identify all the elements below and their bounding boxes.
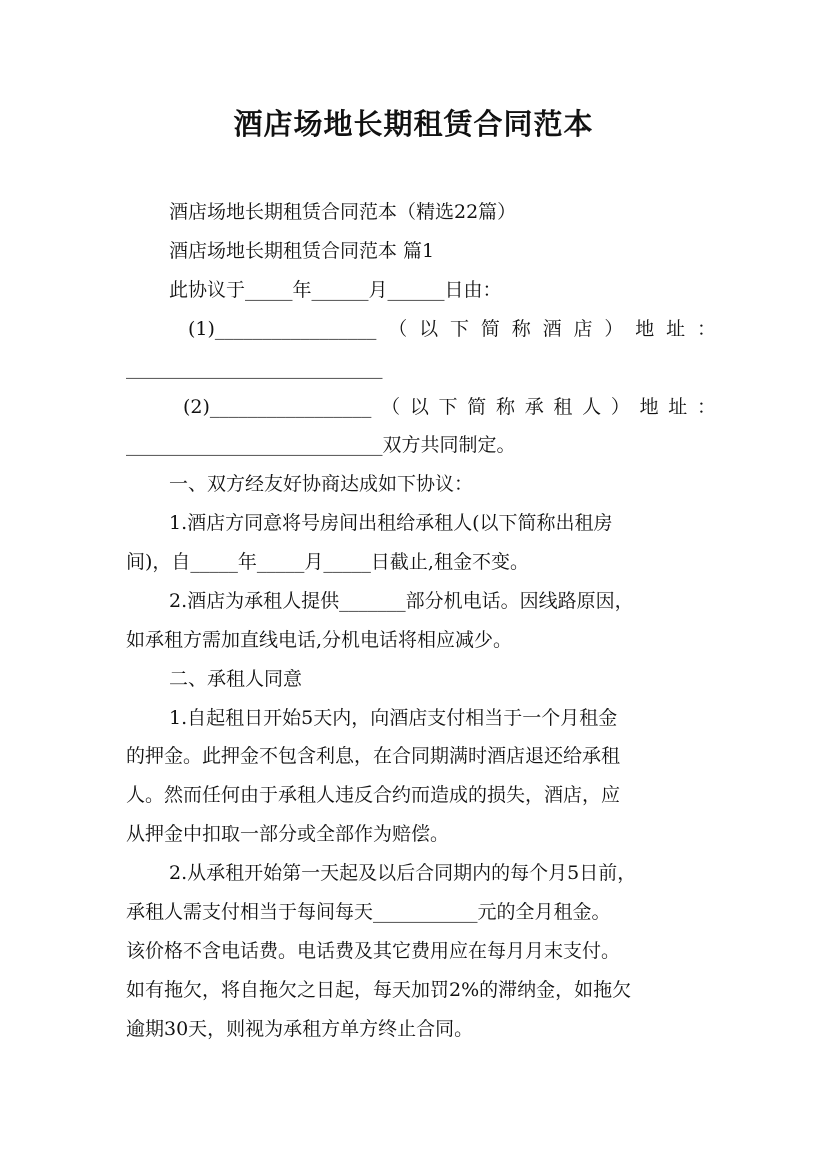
paragraph-line: 该价格不含电话费。电话费及其它费用应在每月月末支付。 bbox=[126, 940, 621, 962]
paragraph-line: 间)，自_____年_____月_____日截止,租金不变。 bbox=[126, 551, 529, 573]
paragraph-line: 二、承租人同意 bbox=[169, 668, 303, 690]
paragraph-line: (1)_________________（以下简称酒店）地址： bbox=[188, 318, 716, 340]
document-title: 酒店场地长期租赁合同范本 bbox=[233, 107, 594, 141]
paragraph-line: 承租人需支付相当于每间每天___________元的全月租金。 bbox=[126, 901, 611, 923]
paragraph-line: 从押金中扣取一部分或全部作为赔偿。 bbox=[126, 823, 450, 845]
paragraph-line: ___________________________双方共同制定。 bbox=[126, 434, 516, 456]
paragraph-line: (2)_________________（以下简称承租人）地址： bbox=[183, 396, 716, 418]
paragraph-line: 1.酒店方同意将号房间出租给承租人(以下简称出租房 bbox=[169, 512, 613, 534]
paragraph-line: 2.酒店为承租人提供_______部分机电话。因线路原因， bbox=[169, 590, 634, 612]
paragraph-line: 如有拖欠，将自拖欠之日起，每天加罚2%的滞纳金，如拖欠 bbox=[126, 979, 632, 1001]
paragraph-line: 此协议于_____年______月______日由： bbox=[169, 279, 502, 301]
paragraph-line: 酒店场地长期租赁合同范本 篇1 bbox=[169, 240, 435, 262]
paragraph-line: 逾期30天，则视为承租方单方终止合同。 bbox=[126, 1018, 474, 1040]
paragraph-line: 酒店场地长期租赁合同范本（精选22篇） bbox=[169, 201, 517, 223]
paragraph-line: 2.从承租开始第一天起及以后合同期内的每个月5日前， bbox=[169, 862, 637, 884]
paragraph-line: 的押金。此押金不包含利息，在合同期满时酒店退还给承租 bbox=[126, 745, 621, 767]
paragraph-line: 如承租方需加直线电话,分机电话将相应减少。 bbox=[126, 629, 513, 651]
paragraph-line: 人。然而任何由于承租人违反合约而造成的损失，酒店，应 bbox=[126, 784, 621, 806]
paragraph-line: 1.自起租日开始5天内，向酒店支付相当于一个月租金 bbox=[169, 707, 618, 729]
paragraph-line: ___________________________ bbox=[126, 357, 383, 379]
paragraph-line: 一、双方经友好协商达成如下协议： bbox=[169, 473, 474, 495]
